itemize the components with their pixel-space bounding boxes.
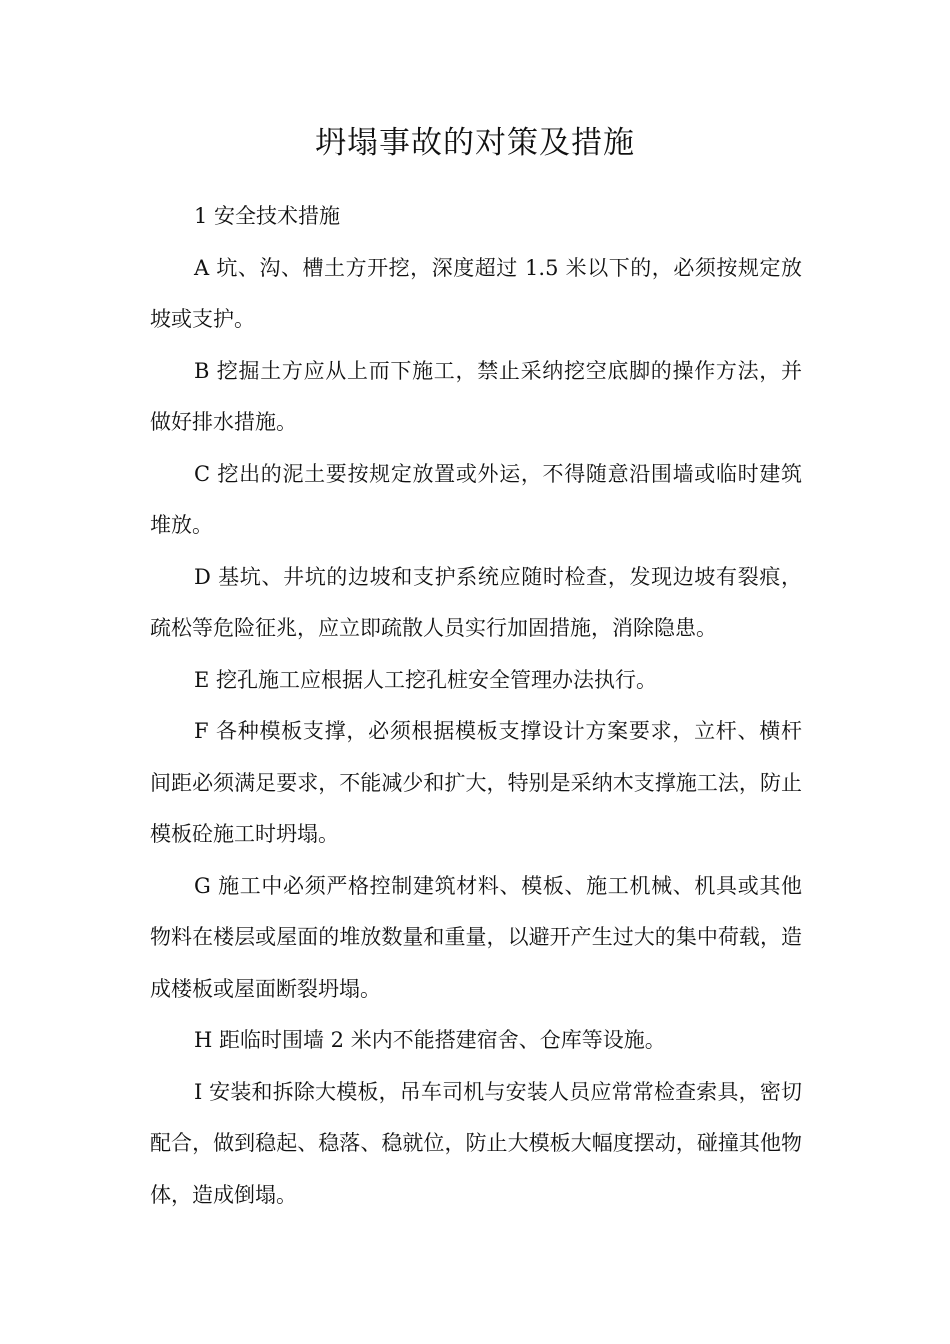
paragraph-e: E 挖孔施工应根据人工挖孔桩安全管理办法执行。 xyxy=(194,667,658,692)
paragraph-g: G 施工中必须严格控制建筑材料、模板、施工机械、机具或其他物料在楼层或屋面的堆放数量和重量，以避开产生过大的集中荷载，造成楼板或屋面断裂坍塌。 xyxy=(150,873,802,1001)
document-title: 坍塌事故的对策及措施 xyxy=(315,125,635,161)
paragraph-b: B 挖掘土方应从上而下施工，禁止采纳挖空底脚的操作方法，并做好排水措施。 xyxy=(150,358,802,434)
paragraph-d: D 基坑、井坑的边坡和支护系统应随时检查，发现边坡有裂痕，疏松等危险征兆，应立即疏散人员实行加固措施，消除隐患。 xyxy=(150,564,802,640)
paragraph-c: C 挖出的泥土要按规定放置或外运，不得随意沿围墙或临时建筑堆放。 xyxy=(150,461,802,537)
paragraph-i: I 安装和拆除大模板，吊车司机与安装人员应常常检查索具，密切配合，做到稳起、稳落、稳就位，防止大模板大幅度摆动，碰撞其他物体，造成倒塌。 xyxy=(150,1079,802,1207)
section-heading: 1 安全技术措施 xyxy=(194,204,341,228)
document-body xyxy=(150,191,802,1221)
paragraph-h: H 距临时围墙 2 米内不能搭建宿舍、仓库等设施。 xyxy=(194,1028,666,1052)
paragraph-f: F 各种模板支撑，必须根据模板支撑设计方案要求，立杆、横杆间距必须满足要求，不能减少和扩大，特别是采纳木支撑施工法，防止模板砼施工时坍塌。 xyxy=(150,719,802,846)
paragraph-a: A 坑、沟、槽土方开挖，深度超过 1.5 米以下的，必须按规定放坡或支护。 xyxy=(150,255,802,331)
